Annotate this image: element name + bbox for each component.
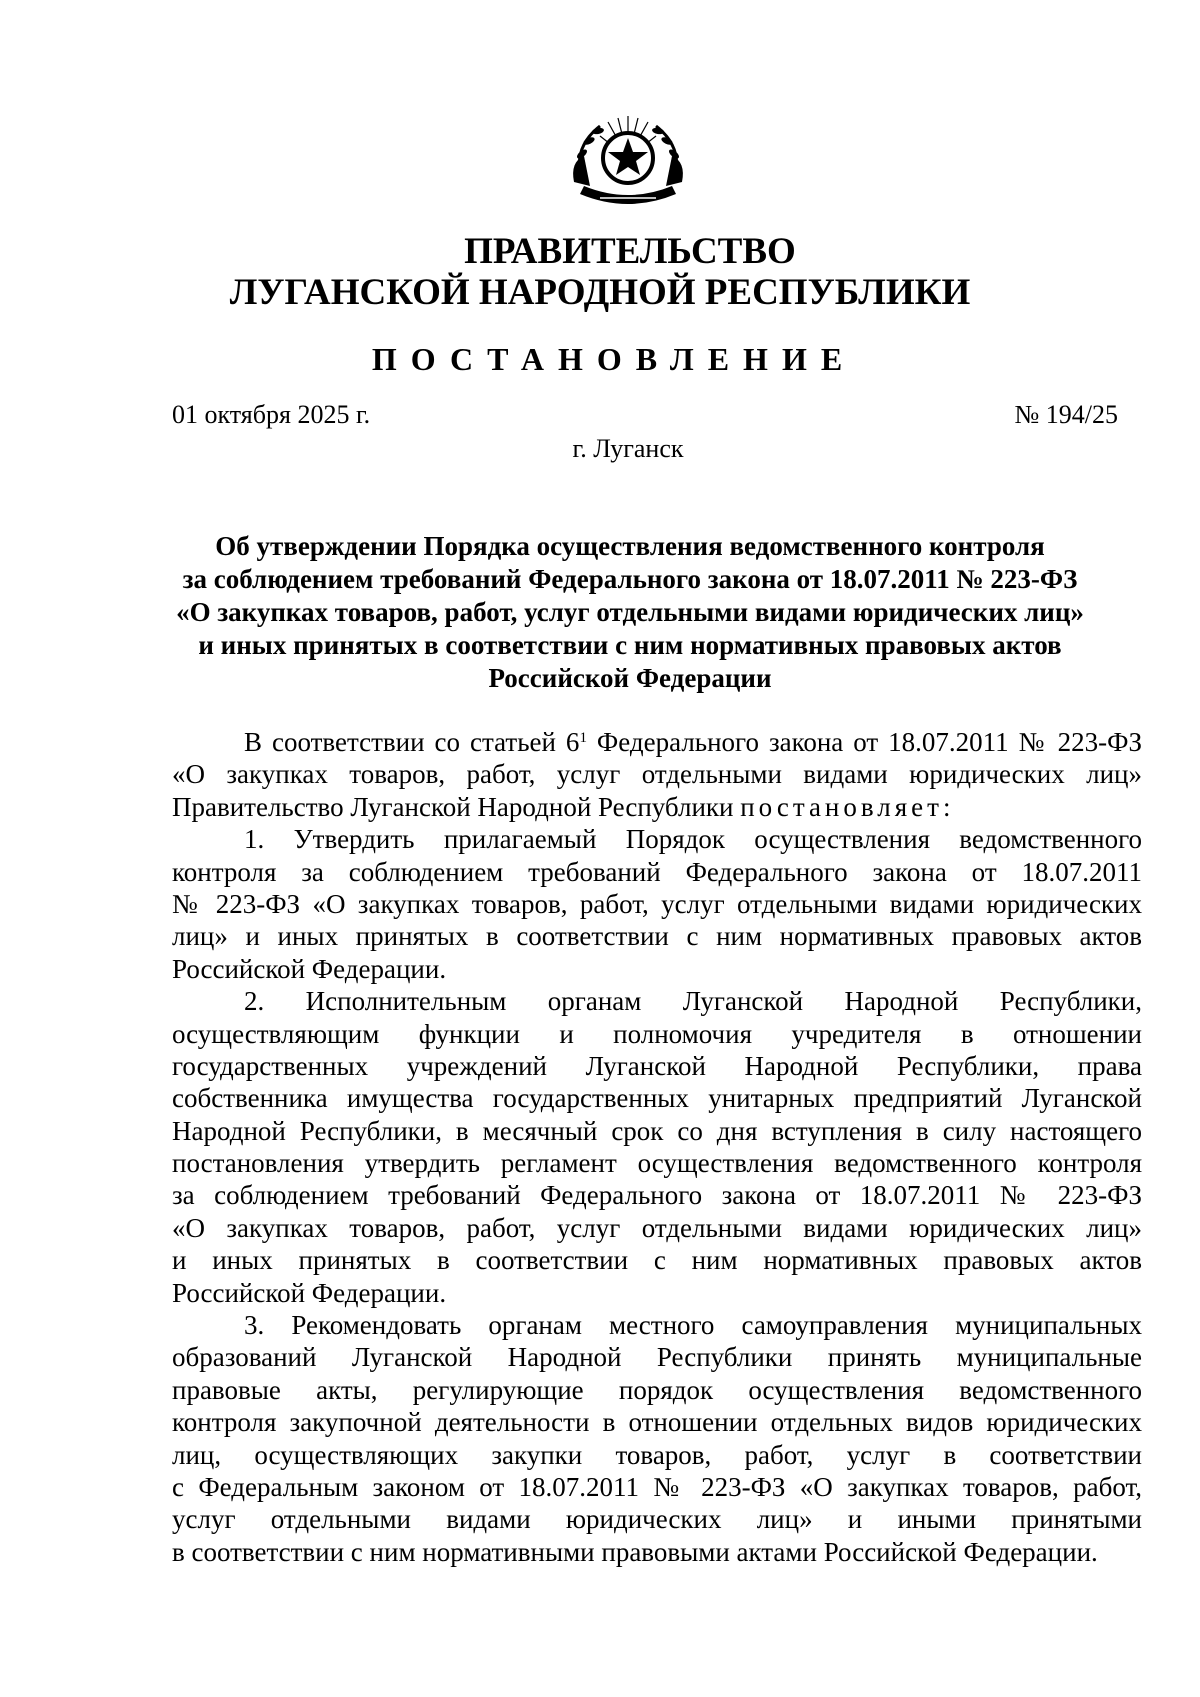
body-line: Российской Федерации. — [172, 1277, 447, 1308]
body-line: осуществляющим функции и полномочия учредителя в отношении — [172, 1018, 1142, 1049]
preamble-paragraph — [172, 726, 1142, 823]
body-line: услуг отдельными видами юридических лиц» и иными принятыми — [172, 1504, 1142, 1535]
organization-name-line-2: ЛУГАНСКОЙ НАРОДНОЙ РЕСПУБЛИКИ — [229, 272, 971, 313]
document-title — [150, 530, 1110, 695]
title-line: Российской Федерации — [488, 663, 772, 693]
body-line: контроля закупочной деятельности в отношении отдельных видов юридических — [172, 1407, 1142, 1438]
body-line: в соответствии с ним нормативными правовыми актами Российской Федерации. — [172, 1536, 1098, 1567]
body-line: 1. Утвердить прилагаемый Порядок осуществления ведомственного — [244, 824, 1142, 855]
decree-verb: постановляет — [740, 791, 943, 822]
body-line: правовые акты, регулирующие порядок осуществления ведомственного — [172, 1374, 1142, 1405]
body-line: собственника имущества государственных унитарных предприятий Луганской — [172, 1083, 1142, 1114]
title-line: за соблюдением требований Федерального закона от 18.07.2011 № 223-ФЗ — [182, 564, 1078, 594]
body-line: с Федеральным законом от 18.07.2011 № 223-ФЗ «О закупках товаров, работ, — [172, 1471, 1142, 1502]
decree-item-1 — [172, 823, 1142, 985]
organization-name-line-1: ПРАВИТЕЛЬСТВО — [464, 231, 796, 272]
coat-of-arms-emblem — [560, 108, 696, 214]
body-line: «О закупках товаров, работ, услуг отдельными видами юридических лиц» — [172, 759, 1142, 790]
body-line: лиц» и иных принятых в соответствии с ним нормативных правовых актов — [172, 921, 1142, 952]
body-line: лиц, осуществляющих закупки товаров, работ, услуг в соответствии — [172, 1439, 1142, 1470]
body-line: В соответствии со статьей $6^1$ Федерального закона от 18.07.2011 № 223-ФЗ — [244, 727, 1142, 757]
body-line: Народной Республики, в месячный срок со дня вступления в силу настоящего — [172, 1115, 1142, 1146]
body-line: за соблюдением требований Федерального закона от 18.07.2011 № 223-ФЗ — [172, 1180, 1142, 1211]
document-number: № 194/25 — [1014, 400, 1118, 429]
body-line: Российской Федерации. — [172, 953, 447, 984]
decree-items — [172, 823, 1142, 1568]
title-line: и иных принятых в соответствии с ним нормативных правовых актов — [198, 630, 1062, 660]
document-body — [172, 726, 1142, 1568]
body-line: образований Луганской Народной Республики принять муниципальные — [172, 1342, 1142, 1373]
document-type: ПОСТАНОВЛЕНИЕ — [371, 341, 857, 377]
title-line: «О закупках товаров, работ, услуг отдельными видами юридических лиц» — [176, 597, 1084, 627]
body-line: постановления утвердить регламент осуществления ведомственного контроля — [172, 1148, 1142, 1179]
body-line: Правительство Луганской Народной Республики постановляет: — [172, 791, 951, 822]
body-line: № 223-ФЗ «О закупках товаров, работ, услуг отдельными видами юридических — [172, 888, 1142, 919]
body-line: контроля за соблюдением требований Федерального закона от 18.07.2011 — [172, 856, 1142, 887]
body-line: «О закупках товаров, работ, услуг отдельными видами юридических лиц» — [172, 1212, 1142, 1243]
decree-item-3 — [172, 1309, 1142, 1568]
superscript: 1 — [579, 730, 587, 746]
body-line: 3. Рекомендовать органам местного самоуправления муниципальных — [244, 1310, 1142, 1341]
body-line: 2. Исполнительным органам Луганской Народной Республики, — [244, 986, 1142, 1017]
body-line: и иных принятых в соответствии с ним нормативных правовых актов — [172, 1245, 1142, 1276]
document-date: 01 октября 2025 г. — [172, 400, 371, 429]
decree-item-2 — [172, 985, 1142, 1309]
document-city: г. Луганск — [572, 434, 684, 463]
body-line: государственных учреждений Луганской Народной Республики, права — [172, 1050, 1142, 1081]
title-line: Об утверждении Порядка осуществления ведомственного контроля — [215, 531, 1045, 561]
